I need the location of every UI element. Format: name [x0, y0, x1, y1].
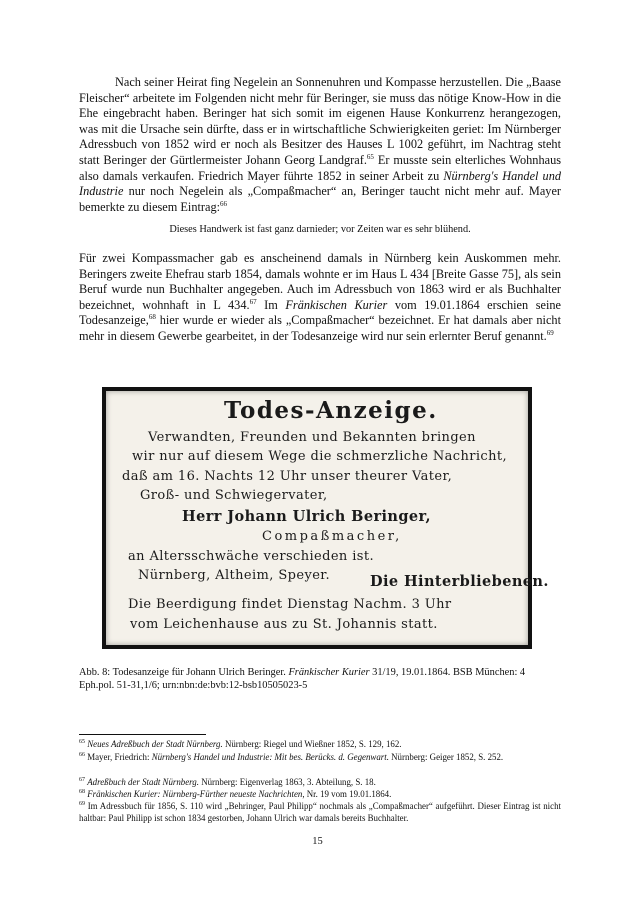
clipping-line: daß am 16. Nachts 12 Uhr unser theurer Vater,: [122, 469, 453, 484]
clipping-title: Todes-Anzeige.: [224, 397, 438, 424]
footnote-ref-67[interactable]: 67: [249, 297, 257, 306]
footnote-68: $^{68}$ Fränkischen Kurier: Nürnberg-Fürther neueste Nachrichten, Nr. 19 vom 19.01.1864.: [79, 789, 392, 799]
footnote-66: $^{66}$ Mayer, Friedrich: Nürnberg's Handel und Industrie: Mit bes. Berücks. d. Gegenwart. Nürnberg: Geiger 1852, S. 252.: [79, 752, 504, 762]
clipping-line: Die Beerdigung findet Dienstag Nachm. 3 Uhr: [128, 597, 452, 612]
footnote-ref-66[interactable]: 66: [220, 199, 228, 208]
clipping-line: wir nur auf diesem Wege die schmerzliche Nachricht,: [132, 449, 507, 464]
newspaper-title: Fränkischen Kurier: [285, 297, 388, 312]
clipping-deceased-name: Herr Johann Ulrich Beringer,: [182, 508, 431, 525]
footnote-ref-68[interactable]: 68: [148, 313, 156, 322]
clipping-profession: Compaßmacher,: [262, 529, 402, 544]
footnote-65: $^{65}$ Neues Adreßbuch der Stadt Nürnberg. Nürnberg: Riegel und Wießner 1852, S. 129, 162.: [79, 739, 402, 749]
death-notice-clipping: [102, 387, 549, 649]
work-title: Nürnberg's Handel und Industrie: [79, 168, 561, 199]
clipping-line: Groß- und Schwiegervater,: [140, 488, 328, 503]
clipping-paper: [106, 391, 549, 645]
footnote-ref-65[interactable]: 65: [366, 152, 374, 161]
body-paragraph-1: Nach seiner Heirat fing Negelein an Sonnenuhren und Kompasse herzustellen. Die „Baase Fleischer“ arbeitete im Folgenden nicht mehr für Beringer, sie muss das nötige Know-How in die Ehe eingebracht haben. Beringer hat sich somit im eigenen Hause Konkurrenz herangezogen, was mit die Ursache sein dürfte, dass er in wirtschaftliche Schwierigkeiten geriet: Im Nürnberger Adressbuch von 1852 wird er noch als Besitzer des Hauses L 1002 geführt, im Nachtrag steht statt Beringer der Gürtlermeister Johann Georg Landgraf.$^{65}$ Er musste sein elterliches Wohnhaus also damals verkaufen. Friedrich Mayer führte 1852 in seiner Arbeit zu Nürnberg's Handel und Industrie nur noch Negelein als „Compaßmacher“ an, Beringer taucht nicht mehr auf. Mayer bemerkte zu diesem Eintrag:$^{66}$: [79, 75, 561, 214]
footnote-69: $^{69}$ Im Adressbuch für 1856, S. 110 wird „Behringer, Paul Philipp“ nochmals als „Compaßmacher“ aufgeführt. Dieser Eintrag ist nicht haltbar: Paul Philipp ist schon 1834 gestorben, Johann Ulrich war damals bereits Buchhalter.: [79, 801, 561, 823]
clipping-line: vom Leichenhause aus zu St. Johannis statt.: [130, 617, 438, 632]
clipping-line: an Altersschwäche verschieden ist.: [128, 549, 375, 564]
footnote-ref-69[interactable]: 69: [546, 328, 554, 337]
footnote-separator: [79, 734, 206, 735]
page-number: 15: [312, 836, 323, 847]
clipping-places: Nürnberg, Altheim, Speyer.: [138, 568, 331, 583]
clipping-signature: Die Hinterbliebenen.: [370, 573, 549, 590]
clipping-line: Verwandten, Freunden und Bekannten bringen: [148, 430, 476, 445]
body-paragraph-2: Für zwei Kompassmacher gab es anscheinend damals in Nürnberg kein Auskommen mehr. Beringers zweite Ehefrau starb 1854, damals wohnte er im Haus L 434 [Breite Gasse 75], als sein Beruf wurde nun Buchhalter angegeben. Auch im Adressbuch von 1863 wird er als Buchhalter bezeichnet, wohnhaft in L 434.67 Im Fränkischen Kurier vom 19.01.1864 erschien seine Todesanzeige,$^{68}$ hier wurde er wieder als „Compaßmacher“ bezeichnet. Er hat damals aber nicht mehr in diesem Gewerbe gearbeitet, in der Todesanzeige wird nur sein erlernter Beruf genannt.$^{69}$: [79, 251, 561, 343]
figure-caption: Abb. 8: Todesanzeige für Johann Ulrich Beringer. Fränkischer Kurier 31/19, 19.01.1864. BSB München: 4 Eph.pol. 51-31,1/6; urn:nbn:de:bvb:12-bsb10505023-5: [79, 667, 526, 692]
block-quote: Dieses Handwerk ist fast ganz darnieder; vor Zeiten war es sehr blühend.: [169, 224, 471, 235]
footnote-67: $^{67}$ Adreßbuch der Stadt Nürnberg. Nürnberg: Eigenverlag 1863, 3. Abteilung, S. 18.: [79, 777, 376, 787]
